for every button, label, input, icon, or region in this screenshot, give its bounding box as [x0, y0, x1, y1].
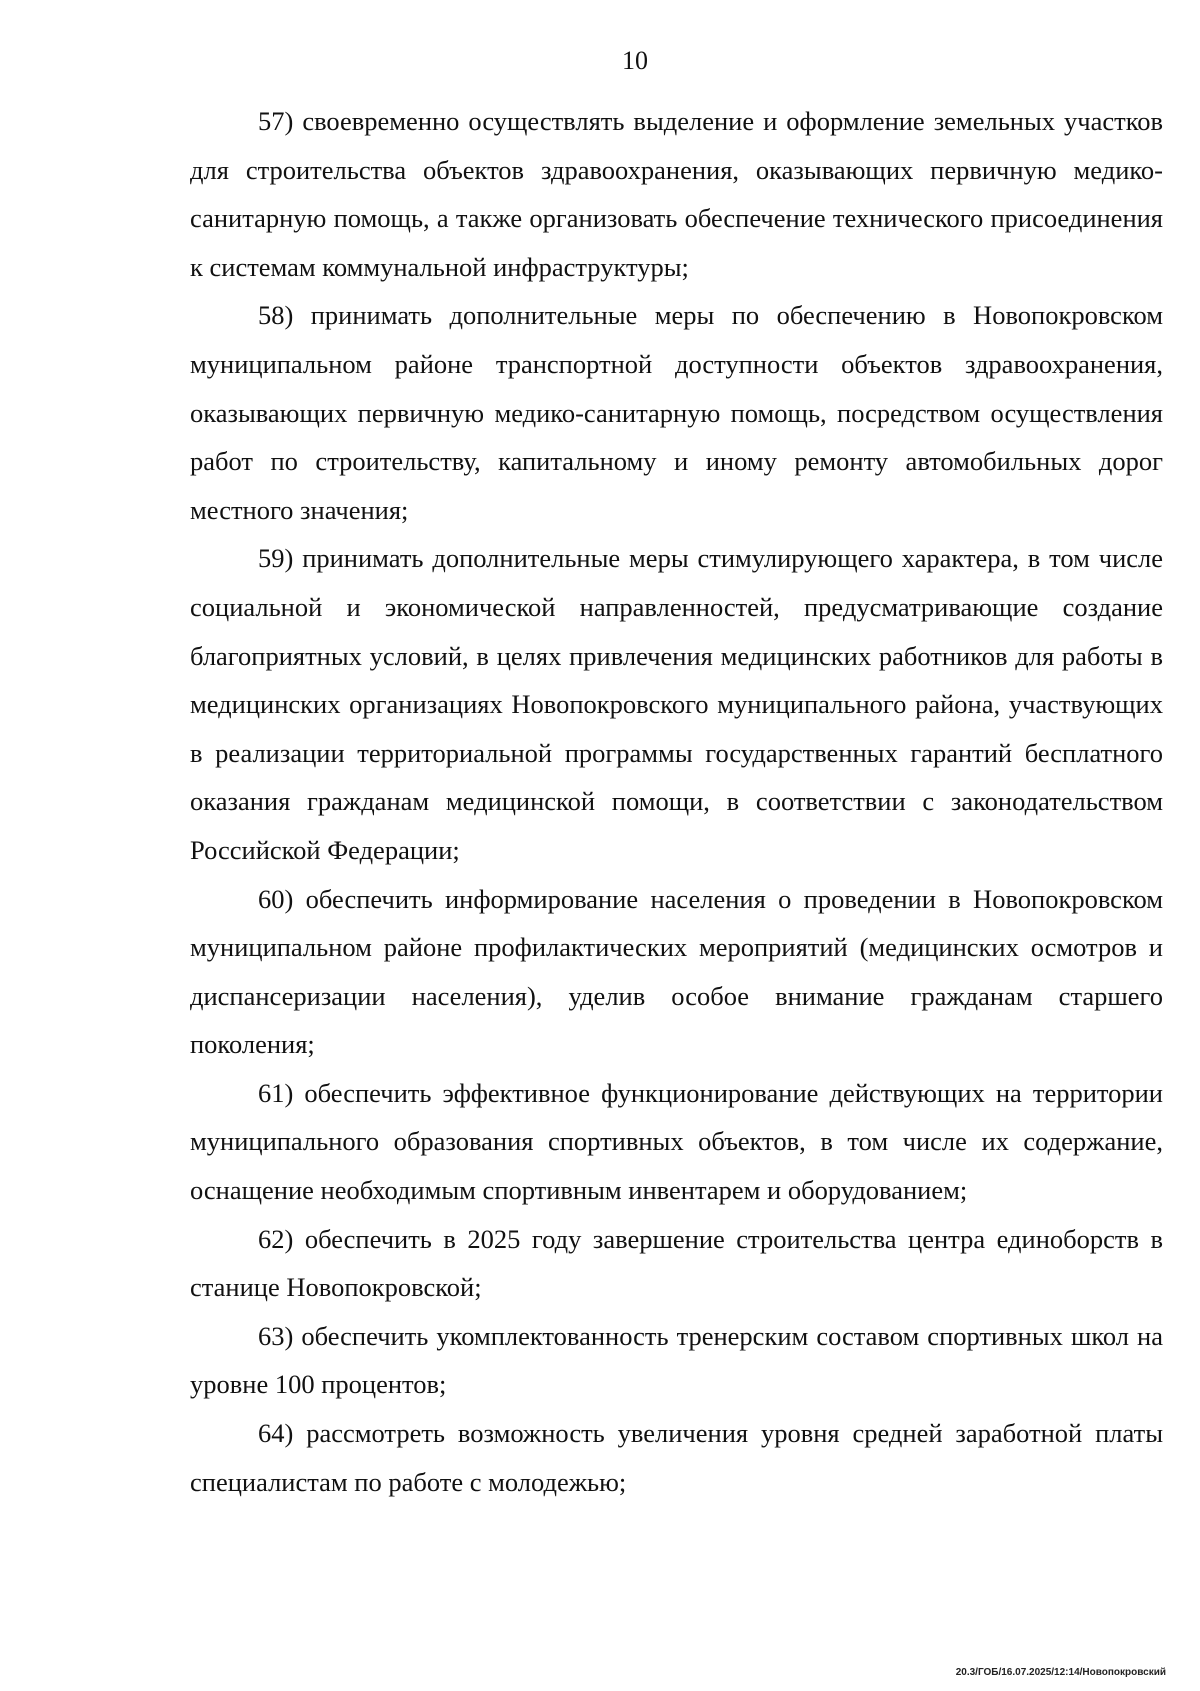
page-number: 10 [622, 46, 648, 75]
clause-60: 60) обеспечить информирование населения о проведении в Новопокровском муниципальном районе профилактических мероприятий (медицинских осмотров и диспансеризации населения), уделив особое внимание гражданам старшего поколения; [190, 883, 1163, 1060]
clause-57: 57) своевременно осуществлять выделение и оформление земельных участков для строительства объектов здравоохранения, оказывающих первичную медико-санитарную помощь, а также организовать обеспечение технического присоединения к системам коммунальной инфраструктуры; [190, 106, 1163, 282]
clause-62: 62) обеспечить в 2025 году завершение строительства центра единоборств в станице Новопокровской; [190, 1223, 1163, 1303]
clause-59: 59) принимать дополнительные меры стимулирующего характера, в том числе социальной и экономической направленностей, предусматривающие создание благоприятных условий, в целях привлечения медицинских работников для работы в медицинских организациях Новопокровского муниципального района, участвующих в реализации территориальной программы государственных гарантий бесплатного оказания гражданам медицинской помощи, в соответствии с законодательством Российской Федерации; [190, 543, 1163, 865]
clause-63: 63) обеспечить укомплектованность тренерским составом спортивных школ на уровне 100 процентов; [190, 1320, 1163, 1400]
clause-61: 61) обеспечить эффективное функционирование действующих на территории муниципального образования спортивных объектов, в том числе их содержание, оснащение необходимым спортивным инвентарем и оборудованием; [190, 1077, 1163, 1206]
registration-stamp: 20.3/ГОБ/16.07.2025/12:14/Новопокровский [955, 1667, 1166, 1678]
document-body [190, 97, 1163, 1506]
clause-58: 58) принимать дополнительные меры по обеспечению в Новопокровском муниципальном районе транспортной доступности объектов здравоохранения, оказывающих первичную медико-санитарную помощь, посредством осуществления работ по строительству, капитальному и иному ремонту автомобильных дорог местного значения; [190, 300, 1163, 525]
clause-64: 64) рассмотреть возможность увеличения уровня средней заработной платы специалистам по работе с молодежью; [190, 1418, 1163, 1497]
